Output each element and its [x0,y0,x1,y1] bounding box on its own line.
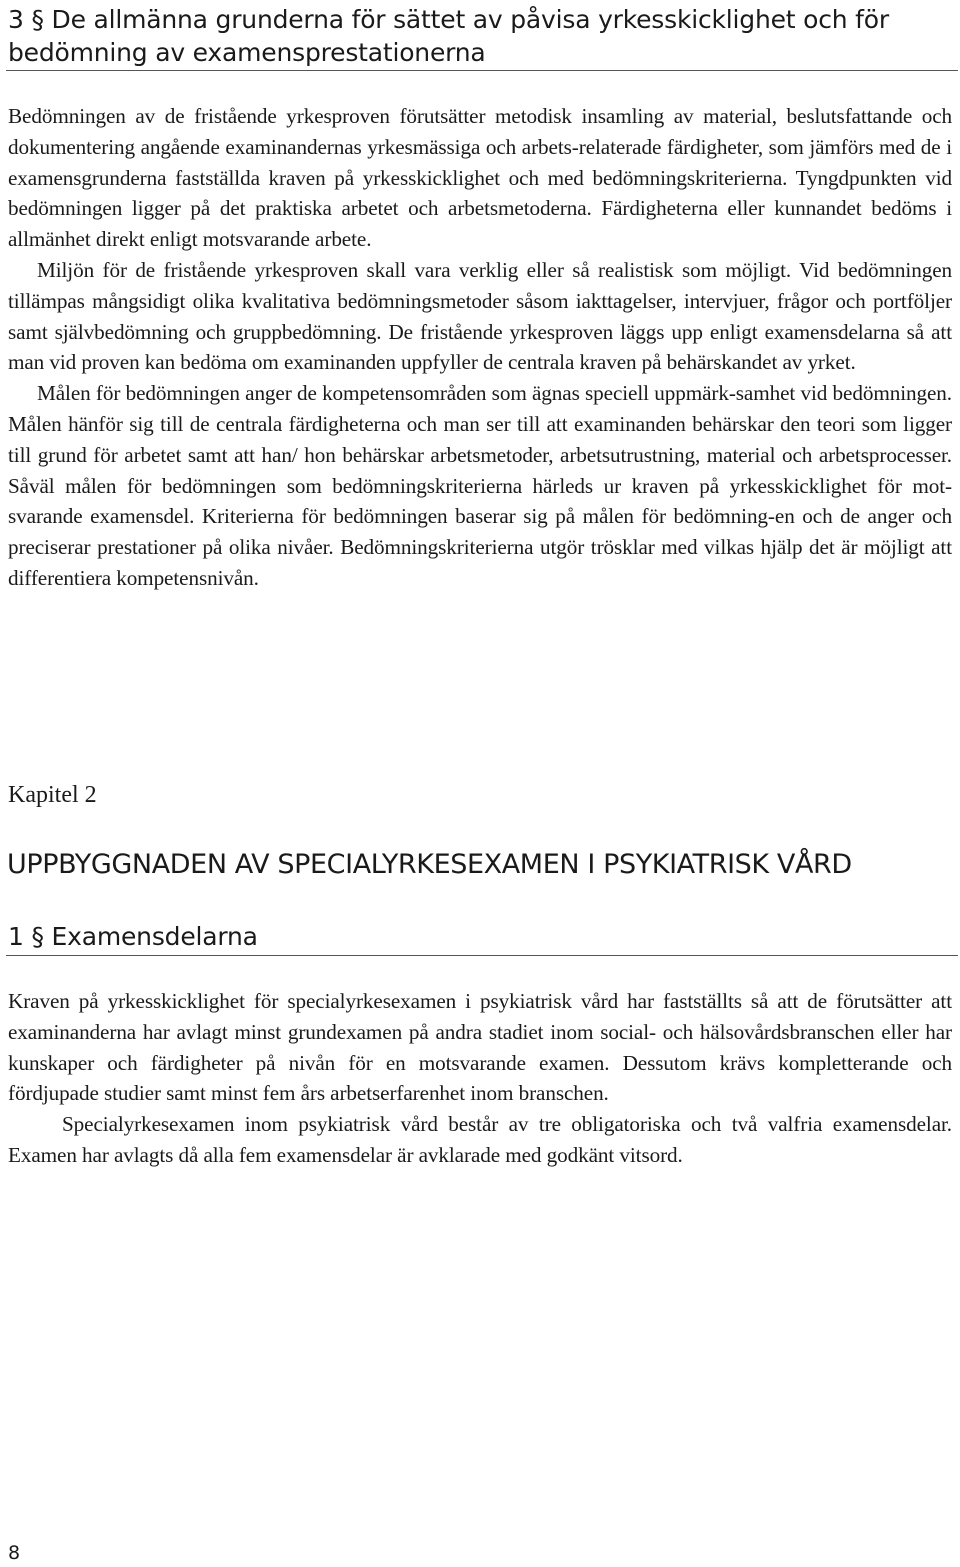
section-title: Examensdelarna [51,922,258,951]
section-symbol: § [31,5,44,34]
paragraph: Målen för bedömningen anger de kompetensområden som ägnas speciell uppmärk-samhet vid bedömningen. Målen hänför sig till de centrala färdigheterna och man ser till att examinanden behärskar den teori som ligger till grund för arbetet samt att han/ hon behärskar arbetsmetoder, arbetsutrustning, material och arbetsprocesser. Såväl målen för bedömningen som bedömningskriterierna härleds ur kraven på yrkesskicklighet för mot-svarande examensdel. Kriterierna för bedömningen baserar sig på målen för bedömning-en och de anger och preciserar prestationer på olika nivåer. Bedömningskriterierna utgör trösklar med vilkas hjälp det är möjligt att differentiera kompetensnivån. [8,381,952,590]
heading-divider [6,955,958,956]
chapter-title: UPPBYGGNADEN AV SPECIALYRKESEXAMEN I PSYKIATRISK VÅRD [7,849,852,880]
section-number: 1 [8,922,24,951]
page-number: 8 [8,1542,21,1564]
paragraph: Kraven på yrkesskicklighet för specialyrkesexamen i psykiatrisk vård har fastställts så att de förutsätter att examinanderna har avlagt minst grundexamen på andra stadiet inom social- och hälsovårdsbranschen eller har kunskaper och färdigheter på nivån för en motsvarande examen. Dessutom krävs kompletterande och fördjupade studier samt minst fem års arbetserfarenhet inom branschen. [8,989,952,1106]
heading-divider [6,70,958,71]
paragraph: Bedömningen av de fristående yrkesproven förutsätter metodisk insamling av material, beslutsfattande och dokumentering angående examinandernas yrkesmässiga och arbets-relaterade färdigheter, som jämförs med de i examensgrunderna fastställda kraven på yrkesskicklighet och med bedömningskriterierna. Tyngdpunkten vid bedömningen ligger på det praktiska arbetet och arbetsmetoderna. Färdigheterna eller kunnandet bedöms i allmänhet direkt enligt motsvarande arbete. [8,104,952,252]
section-body-examensdelarna [8,986,952,1171]
section-heading-grunder [8,3,952,69]
section-number: 3 [8,5,24,34]
section-title: De allmänna grunderna för sättet av påvisa yrkesskicklighet och för bedömning av examensprestationerna [8,5,889,67]
chapter-label: Kapitel 2 [8,782,97,808]
section-symbol: § [31,922,44,951]
section-heading-examensdelarna [8,920,952,953]
section-body-grunder [8,101,952,594]
paragraph: Miljön för de fristående yrkesproven skall vara verklig eller så realistisk som möjligt. Vid bedömningen tillämpas mångsidigt olika kvalitativa bedömningsmetoder såsom iakttagelser, intervjuer, frågor och portföljer samt självbedömning och gruppbedömning. De fristående yrkesproven läggs upp enligt examensdelarna så att man vid proven kan bedöma om examinanden uppfyller de centrala kraven på behärskandet av yrket. [8,257,952,375]
paragraph: Specialyrkesexamen inom psykiatrisk vård består av tre obligatoriska och två valfria examensdelar. Examen har avlagts då alla fem examensdelar är avklarade med godkänt vitsord. [8,1112,952,1167]
